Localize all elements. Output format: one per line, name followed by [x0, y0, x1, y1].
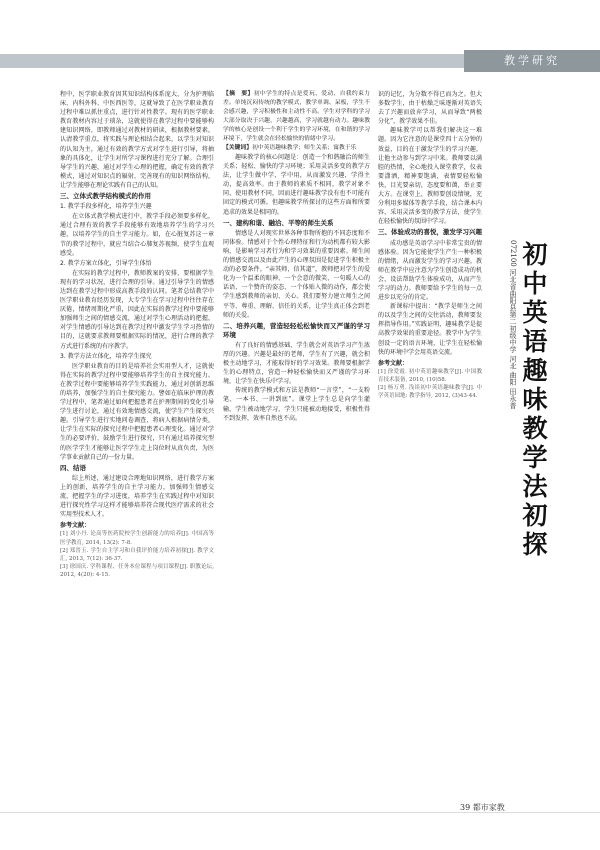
section-header [0, 50, 600, 72]
page-number: 39 [460, 803, 471, 812]
column-left [60, 90, 214, 580]
paragraph: 趣味教学可以帮我们解决这一难题。因为它注意的是课堂四十五分钟的效益，目的在于激发学生的学习兴趣，让他主动参与到学习中来。教师要以满腔的热情，全心地投入课堂教学，仪表要潇洒，精神要饱满，表情要轻松愉快，目光要亲切，态度要和蔼，举止要大方。在课堂上，教师要创设情境，充分利用多媒体等教学手段，结合课本内容，采用灵活多变的教学方法，使学生在轻松愉快的氛围中学习。 [378, 127, 482, 226]
reference-item: [1] 刘小丹. 论高等医药院校学生创新能力的培养[J]. 中国高等医学教育, 2014, 13(2): 7-8. [60, 531, 214, 546]
paragraph: 趣味教学的核心问题是：创造一个和谐融洽的师生关系；轻松、愉快的学习环境；采用灵活多变的教学方法，让学生做中学，学中用，从而激发兴趣，学得主动，提高效率。由于教师的素质不相同，教学对象不同，使用教材不同，因而进行趣味教学没有也不可能有固定的模式可循。但趣味教学所探讨的这些方面和所要追求的效果是相同的。 [223, 154, 370, 216]
paragraph: 医学职业教育的目的是培养社会实用型人才，这就使得在实际的教学过程中要能够培养学生的自主探究能力。在教学过程中要能够培养学生实践能力，通过对创新思维的培养，加强学生的自主探究能力。譬如在临床护理的教学过程中，笔者通过如何把握患者在护理期间的变化引导学生进行讨论，通过有效地情感交流，使学生产生探究兴趣。引导学生进行实地问卷调查，将病人根据病情分类，让学生在实际的探究过程中把握患者心理变化。通过对学生的必要评价，鼓励学生进行探究，只有通过培养探究型的医学学生才能够让医学学生走上岗位时从真负责，为医学事业贡献自己的一份力量。 [60, 362, 214, 461]
reference-item: [1] 徐爱霞. 初中英语趣味教学[J]. 中国教育技术装备, 2010, (10)58. [378, 368, 482, 384]
column-right [378, 90, 482, 401]
references-title: 参考文献： [60, 522, 91, 530]
subheading: 1. 教学手段多样化，培养学生兴趣 [60, 203, 152, 211]
paragraph: 在实际的教学过程中，教师教案的安排，要根据学生现有的学习状况，进行合理的引导。通过引导学生的情感达到在教学过程中形成高教手段的认同。笔者总结教学中医学职业教育经历发现，大专学生在学习过程中往往存在厌倦，情绪周期化严重，因此在实际的教学过程中要能够加强师生之间的情感交流，通过对学生心理活动的把握，对学生情感的引导达到在教学过程中激发学生学习热情的目的，这就要求教师要根据实际的情况，进行合理的教学方式进行系统的有序教学。 [60, 269, 214, 350]
paragraph: 情感是人对现实世界各种事物所抱的不同态度和不同体验。情感对于个性心理特征和行为动机都有较大影响，是影响学习者行为和学习效果的重要因素。师生间的情感交流以及由此产生的心理氛围是促进学生积极主动的必要条件。“亲其师，信其道”，教师把对学生的爱化为一个温柔的眼神、一个会意的微笑、一句暖人心的话语、一个赞许的姿态、一个体贴入微的动作，都会使学生感到教师的亲切、关心。我们要努力建立师生之间平等、尊重、理解、信任的关系，让学生真正体会到老师的关爱。 [223, 229, 370, 319]
section-heading: 一、建构和谐、融洽、平等的师生关系 [223, 218, 334, 227]
reference-item: [3] 徐国庆. 学科课程、任务本位课程与项目课程[J]. 职教论坛, 2012, 4(20): 4-15. [60, 564, 214, 579]
section-heading: 二、培养兴趣，营造轻轻松松愉快而又严谨的学习环境 [223, 321, 370, 339]
footer-divider [0, 812, 600, 813]
paragraph: 在立体式教学模式进行中，教学手段必须要多样化，通过合理有效的教学手段能够有效地培养学生的学习兴趣，以培养学生的自主学习能力。如，在心脏复苏这一章节的教学过程中，就应当结合心肺复苏视频，使学生直观感受。 [60, 213, 214, 257]
paragraph: 新课标中提出：“教学是师生之间的以及学生之间的交往活动，教师要发挥指导作用。”实践证明，趣味教学是提高教学效果的重要途径。教学中为学生创设一定的语言环境，让学生在轻松愉快的环境中学会用英语交流。 [378, 303, 482, 356]
paragraph: 成功感是英语学习中非常宝贵的情感体验。因为它能使学生产生一种积极的情绪，从而激发学生的学习兴趣。教师在教学中应注意为学生创造成功的机会，设法帮助学生体验成功，从而产生学习的动力。教师要给予学生的每一点进步以充分的肯定。 [378, 239, 482, 302]
abstract-label: 【摘 要】 [223, 91, 254, 97]
paragraph: 识的记忆，为分数不得已而为之。但大多数学生，由于枯燥乏味逐渐对英语失去了兴趣而放弃学习，从而导致“两极分化”，教学效果不佳。 [378, 91, 482, 126]
paragraph: 传统的教学模式和方法是教师“一言堂”，“一支粉笔、一本书、一讲到底”。课堂上学生总是向学生灌输，学生被动地学习，学生只能被动地接受，积极性得不到发挥，效率自然也不高。 [223, 387, 370, 422]
section-label: 教学研究 [464, 50, 600, 72]
header-band [0, 54, 464, 68]
keywords [223, 144, 370, 153]
abstract-text: 初中学生的特点是爱玩、爱动、自我约束力差。单纯沉闷传统的教学模式，教学单调、呆板，学生不会感兴趣，学习积极性和主动性不高。学生对学科的学习大部分取决于兴趣，兴趣越高，学习就越有动力。趣味教学的核心是创设一个利于学生的学习环境，在和谐的学习环境下，学生就会在轻松愉快的情绪中学习。 [223, 91, 370, 142]
reference-item: [2] 杨万勇. 浅谈初中英语趣味教学[J]. 中学英语园地: 教学指导, 2012, (3)43-44. [378, 385, 482, 400]
section-heading: 三、体验成功的喜悦，激发学习兴趣 [378, 228, 482, 237]
subheading: 3. 教学方法立体化，培养学生探究 [60, 352, 152, 360]
article-title: 初中英语趣味教学法初探 [522, 240, 548, 559]
paragraph: 综上所述，通过建设合理地知识网络，进行教学方案上的创新，培养学生的自主学习能力，加强师生情感交流，把握学生的学习进度，培养学生在实践过程中对知识进行探究性学习这样才能够培养符合现代医疗需求的社会实用型技术人才。 [60, 474, 214, 519]
abstract [223, 90, 370, 144]
reference-item: [2] 郑晋玉. 学生自主学习和自我评价能力培养初探[J]. 教学文汇, 2013, 7(12): 36-37. [60, 547, 214, 563]
page-footer [460, 802, 505, 813]
paragraph: 程中，医学职业教育因其知识结构体系庞大，分为护理临床、内科外科、中医西医等，这就导致了在医学职业教育过程中难以抓住重点，进行针对性教学。现有的医学职业教育教材内容过于琐杂，这就使得在教学过程中要能够构建知识网络，即教师通过对教材的研读，根据教材要素，认清教学重点，将实践与理论相结合起来，以学生对知识的认知为主，通过有效的教学方式对学生进行引导，将抽象的具体化，让学生对所学习课程进行充分了解。合理引导学生的兴趣，通过对学生心理的把握，确定有效的教学模式，通过对知识点的辐射，完善现有的知识网络结构，让学生能够在理论实践有自己的认知。 [60, 91, 214, 189]
references-title: 参考文献： [378, 359, 409, 367]
keywords-label: 【关键词】 [223, 145, 252, 151]
subheading: 2. 教学方案立体化，引导学生体悟 [60, 259, 152, 267]
column-middle [223, 90, 370, 423]
journal-name: 都市家教 [472, 803, 505, 812]
section-heading: 四、结语 [60, 463, 86, 472]
section-heading: 三、立体式教学结构模式的作用 [60, 192, 151, 201]
keywords-text: 初中英语趣味教学；师生关系；寓教于乐 [252, 145, 357, 151]
author-info: 072100 河北省曲阳县第二初级中学 河北 曲阳 田永普 [509, 240, 517, 409]
paragraph: 有了良好的情感基础，学生就会对英语学习产生浓厚的兴趣。兴趣是最好的老师，学生有了兴趣，就会积极主动地学习，才能取得好的学习效果。教师要根据学生的心理特点，营造一种轻松愉快而又严谨的学习环境，让学生在快乐中学习。 [223, 341, 370, 386]
